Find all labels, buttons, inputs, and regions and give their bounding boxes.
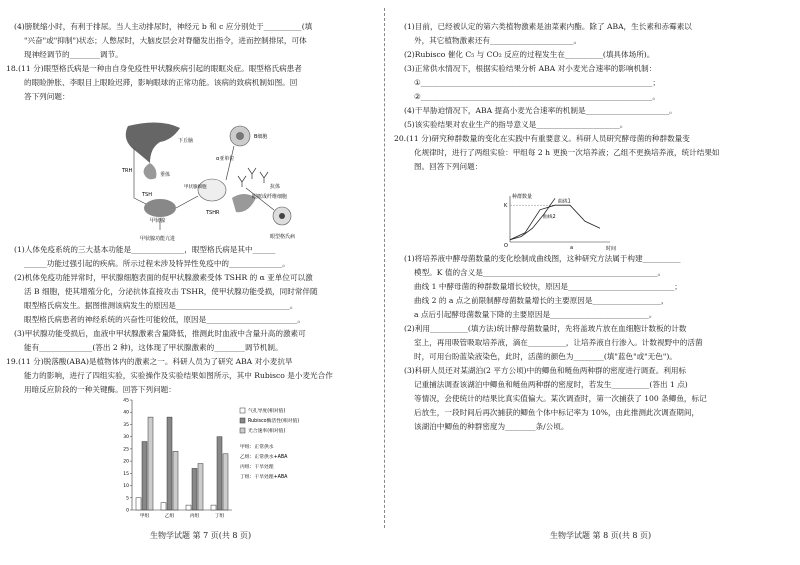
hypothalamus-label: 下丘脑 xyxy=(178,138,194,144)
thyroid-cell-label: 甲状腺细胞 xyxy=(184,185,207,190)
legend-swatch xyxy=(240,408,245,413)
left-text-line: 现神经调节的________调节。 xyxy=(24,50,123,59)
left-text-line: 19.(11 分)脱落酸(ABA)是植物体内的激素之一。科研人员为了研究 ABA 对小麦抗旱 xyxy=(6,357,293,366)
left-text-line: 能有______________(答出 2 种)，这体现了甲状腺激素的________调节机制。 xyxy=(24,343,283,352)
right-text-line: a 点后引起酵母菌数量下降的主要原因是__________________________。 xyxy=(414,310,657,319)
bar-chart xyxy=(118,392,368,520)
right-text-line: (3)科研人员还对某湖泊(2 平方公顷)中的鲫鱼和鲢鱼两种群的密度进行调查。利用标 xyxy=(404,366,687,375)
right-text-line: 20.(11 分)研究种群数量的变化在实践中有重要意义。科研人员研究酵母菌的种群数量变 xyxy=(394,134,690,143)
right-text-line: 时，可用台盼蓝染液染色，此时，活菌的颜色为________(填"蓝色"或"无色")。 xyxy=(414,352,677,361)
left-text-line: 活 B 细胞，使其增殖分化，分泌抗体直接攻击 TSHR，使甲状腺功能受损，同时常伴随 xyxy=(24,287,318,296)
y-axis-label: 种群数量 xyxy=(512,194,533,200)
thyroid-label: 甲状腺 xyxy=(150,218,166,224)
left-text-line: "兴奋"或"抑制")状态；人憋尿时，大脑皮层会对脊髓发出指令，进而控制排尿，可体 xyxy=(24,36,307,45)
legend-swatch xyxy=(240,428,245,433)
legend-note: 乙组：正常供水+ABA xyxy=(240,455,288,460)
right-text-line: 曲线 1 中酵母菌的种群数量增长较快，原因是____________________________； xyxy=(414,282,682,291)
y-tick-label: 30 xyxy=(123,435,129,441)
x-category-label: 乙组 xyxy=(164,514,175,519)
legend-note: 丙组：干旱处理 xyxy=(240,465,274,470)
right-text-line: ①_____________________________________________________________； xyxy=(414,78,661,87)
left-text-line: (3)甲状腺功能受损后，血液中甲状腺激素含量降低，推测此时血液中含量升高的激素可 xyxy=(14,329,306,338)
point-a-label: a xyxy=(570,245,574,251)
bar xyxy=(198,464,203,510)
tsh-label: TSH xyxy=(142,192,152,198)
x-category-label: 甲组 xyxy=(139,514,150,519)
y-tick-label: 10 xyxy=(123,484,129,490)
pituitary-shape xyxy=(144,163,157,179)
bar xyxy=(148,417,153,510)
right-text-line: (4)干旱胁迫情况下，ABA 提高小麦光合速率的机制是______________________。 xyxy=(404,106,677,115)
bar xyxy=(223,454,228,510)
bar xyxy=(217,437,222,510)
left-text-line: (1)人体免疫系统的三大基本功能是______________，眼型格氏病是其中______ xyxy=(14,245,276,254)
population-curve-chart xyxy=(496,190,626,252)
fibroblast-label: 眼眶成纤维细胞 xyxy=(252,194,288,200)
right-text-line: 模型。K 值的含义是______________________________________________。 xyxy=(414,268,666,277)
legend-note: 甲组：正常供水 xyxy=(240,445,274,450)
y-tick-label: 40 xyxy=(123,410,129,416)
left-text-line: ______功能过强引起的疾病。所示过程未涉及特异性免疫中的______________。 xyxy=(24,259,290,268)
right-text-line: 该湖泊中鲫鱼的种群密度为________条/公顷。 xyxy=(414,422,569,431)
right-page-footer: 生物学试题 第 8 页(共 8 页) xyxy=(550,531,652,540)
legend-label: 气孔导度(相对值) xyxy=(248,409,286,414)
hyperthyroid-label: 甲状腺功能亢进 xyxy=(140,236,176,242)
right-text-line: 等情况，会使统计的结果比真实值偏大。某次调查时，第一次捕获了 100 条鲫鱼，标记 xyxy=(414,394,707,403)
k-label: K xyxy=(504,203,508,210)
legend-note: 丁组：干旱处理+ABA xyxy=(240,475,288,480)
series-label: 曲线1 xyxy=(558,199,571,205)
thyroid-cell-shape xyxy=(198,179,226,201)
bar xyxy=(211,505,216,510)
bar xyxy=(173,451,178,510)
right-text-line: 记重捕法调查该湖泊中鲫鱼和鲢鱼两种群的密度时，若发生__________(答出 1 点) xyxy=(414,380,688,389)
legend-swatch xyxy=(240,418,245,423)
right-text-line: 化规律时，进行了两组实验：甲组每 2 h 更换一次培养液；乙组不更换培养液，统计结果如 xyxy=(414,148,720,157)
left-page-footer: 生物学试题 第 7 页(共 8 页) xyxy=(150,531,252,540)
y-tick-label: 35 xyxy=(123,422,129,428)
right-text-line: 曲线 2 的 a 点之前限制酵母菌数量增长的主要原因是__________________， xyxy=(414,296,669,305)
y-tick-label: 5 xyxy=(126,496,129,502)
tshr-label: TSHR xyxy=(206,210,220,216)
right-text-line: (5)该实验结果对农业生产的指导意义是______________________。 xyxy=(404,120,628,129)
left-text-line: 18.(11 分)眼型格氏病是一种由自身免疫性甲状腺疾病引起的眼眶炎症。眼型格氏病患者 xyxy=(6,64,302,73)
antibody-label: 抗体 xyxy=(270,184,281,190)
right-text-line: ②_____________________________________________________________。 xyxy=(414,92,661,101)
x-category-label: 丁组 xyxy=(214,514,225,519)
right-text-line: 室上，再用吸管吸取培养液，滴在__________，让培养液自行渗入。计数视野中的活菌 xyxy=(414,338,703,347)
right-text-line: (2)Rubisco 催化 C₅ 与 CO₂ 反应的过程发生在__________(填具体场所)。 xyxy=(404,50,655,59)
right-text-line: (3)正常供水情况下，根据实验结果分析 ABA 对小麦光合速率的影响机制： xyxy=(404,64,657,73)
legend-label: 光合速率(相对值) xyxy=(248,429,286,434)
y-tick-label: 20 xyxy=(123,459,129,465)
antigen-label: α亚单位 xyxy=(216,156,235,162)
y-tick-label: 25 xyxy=(123,447,129,453)
left-text-line: (2)机体免疫功能异常时，甲状腺细胞表面的促甲状腺激素受体 TSHR 的 α 亚单位可以激 xyxy=(14,273,313,282)
right-page xyxy=(394,0,800,565)
right-text-line: (1)目前，已经被认定的第六类植物激素是油菜素内酯。除了 ABA，生长素和赤霉素以 xyxy=(404,22,692,31)
right-text-line: 外，其它植物激素还有______________________。 xyxy=(414,36,582,45)
y-tick-label: 0 xyxy=(126,508,129,514)
thyroid-shape xyxy=(144,199,176,217)
origin-label: O xyxy=(504,243,508,249)
left-text-line: (4)膀胱缩小时，有利于排尿。当人主动排尿时，神经元 b 和 c 应分别处于__________(填 xyxy=(14,22,313,31)
b-cell-label: B细胞 xyxy=(254,134,268,140)
bar xyxy=(167,417,172,510)
x-axis-label: 时间 xyxy=(606,246,617,252)
right-text-line: 后放生，一段时间后再次捕获的鲫鱼个体中标记率为 10%，由此推测此次调查期间， xyxy=(414,408,700,417)
left-text-line: 能力的影响，进行了四组实验，实验操作及实验结果如图所示，其中 Rubisco 是小麦光合作 xyxy=(24,371,333,380)
left-text-line: 眼型格氏病发生。据图推测该病发生的原因是______________________________。 xyxy=(24,301,298,310)
bar xyxy=(142,442,147,510)
left-text-line: 的眼睑肿胀、李眼目上眼睑迟滞，影响眼球的正常功能。该病的致病机制如图。回 xyxy=(24,78,298,87)
x-category-label: 丙组 xyxy=(189,514,200,519)
trh-label: TRH xyxy=(122,168,133,174)
right-text-line: (1)将培养液中酵母菌数量的变化绘制成曲线图，这种研究方法属于构建__________ xyxy=(404,254,681,263)
left-text-line: 用暗反应阶段的一种关键酶。回答下列问题： xyxy=(24,385,176,394)
series-label: 曲线2 xyxy=(543,214,556,220)
right-text-line: (2)利用__________(填方法)统计酵母菌数量时，先将盖玻片放在血细胞计数板的计数 xyxy=(404,324,687,333)
pituitary-label: 垂体 xyxy=(160,172,171,178)
eye-disease-label: 眼型格氏病 xyxy=(270,234,296,240)
bar xyxy=(186,505,191,510)
y-tick-label: 15 xyxy=(123,471,129,477)
left-text-line: 答下列问题： xyxy=(24,92,70,101)
left-text-line: 眼型格氏病患者的神经系统的兴奋性可能较低，原因是________________________。 xyxy=(24,315,305,324)
bar xyxy=(161,503,166,510)
legend-label: Rubisco酶活性(相对值) xyxy=(248,419,300,424)
antibody-marks xyxy=(238,168,268,187)
y-tick-label: 45 xyxy=(123,398,129,404)
right-text-line: 图。回答下列问题： xyxy=(414,162,483,171)
immune-mechanism-diagram xyxy=(120,118,305,243)
bar xyxy=(136,498,141,510)
bar xyxy=(192,468,197,510)
page-divider xyxy=(384,8,385,528)
